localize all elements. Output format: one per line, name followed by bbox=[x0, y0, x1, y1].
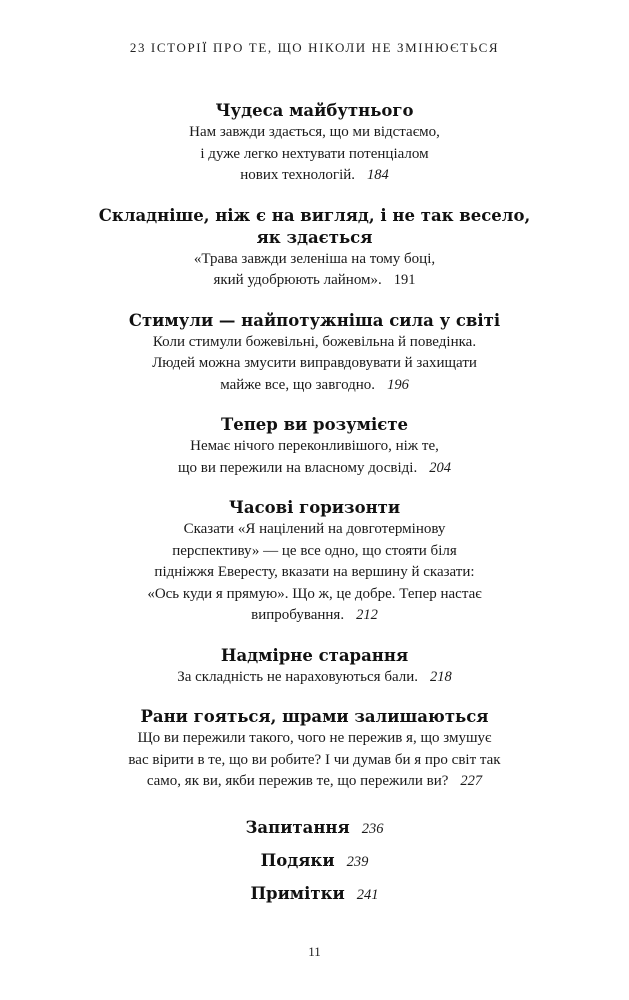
toc-entry[interactable] bbox=[0, 100, 629, 187]
back-matter-title: Подяки bbox=[260, 851, 335, 870]
entry-description bbox=[0, 436, 629, 479]
entry-desc-line: Сказати «Я націлений на довготермінову bbox=[183, 521, 446, 537]
entry-description bbox=[0, 728, 629, 793]
entry-desc-line: За складність не нараховуються бали. bbox=[177, 668, 419, 685]
back-matter-item-notes[interactable] bbox=[0, 878, 629, 911]
entry-desc-line: випробування. bbox=[251, 607, 345, 623]
toc-entry[interactable] bbox=[0, 645, 629, 689]
entry-title bbox=[0, 497, 629, 519]
page-number: 184 bbox=[367, 167, 389, 183]
entry-desc-line: само, як ви, якби пережив те, що пережили ви? bbox=[146, 773, 449, 789]
back-matter-item-questions[interactable] bbox=[0, 812, 629, 845]
entry-title-line: Рани гояться, шрами залишаються bbox=[140, 707, 489, 726]
entry-desc-line: майже все, що завгодно. bbox=[220, 376, 376, 393]
entry-desc-line: нових технологій. bbox=[240, 167, 356, 183]
entry-title bbox=[0, 706, 629, 728]
running-head: 23 ІСТОРІЇ ПРО ТЕ, ЩО НІКОЛИ НЕ ЗМІНЮЄТЬСЯ bbox=[129, 40, 500, 55]
table-of-contents bbox=[0, 100, 629, 811]
entry-desc-line: перспективу» — це все одно, що стояти біля bbox=[172, 542, 457, 559]
entry-title-line: Часові горизонти bbox=[228, 498, 401, 517]
entry-title bbox=[0, 414, 629, 436]
toc-entry[interactable] bbox=[0, 706, 629, 793]
entry-title bbox=[0, 645, 629, 667]
entry-title bbox=[0, 100, 629, 122]
folio-page-number: 11 bbox=[308, 944, 321, 959]
page-number: 218 bbox=[430, 668, 452, 685]
page-number: 241 bbox=[356, 887, 379, 903]
back-matter bbox=[0, 812, 629, 911]
entry-desc-line: Немає нічого переконливішого, ніж те, bbox=[190, 438, 439, 454]
entry-title bbox=[0, 205, 629, 249]
entry-description bbox=[0, 667, 629, 689]
toc-entry[interactable] bbox=[0, 205, 629, 292]
entry-title-line: як здається bbox=[256, 227, 373, 247]
entry-description bbox=[0, 332, 629, 397]
toc-entry[interactable] bbox=[0, 414, 629, 479]
entry-desc-line: Нам завжди здається, що ми відстаємо, bbox=[189, 124, 440, 140]
entry-description bbox=[0, 249, 629, 292]
back-matter-item-acknowledgements[interactable] bbox=[0, 845, 629, 878]
entry-desc-line: Що ви пережили такого, чого не пережив я, що змушує bbox=[137, 730, 492, 746]
page-number: 196 bbox=[387, 376, 409, 393]
entry-desc-line: Людей можна змусити виправдовувати й захищати bbox=[152, 355, 477, 371]
page-number: 236 bbox=[361, 821, 384, 837]
entry-desc-line: «Трава завжди зеленіша на тому боці, bbox=[193, 250, 436, 267]
page-number: 239 bbox=[346, 854, 369, 870]
entry-desc-line: «Ось куди я прямую». Що ж, це добре. Тепер настає bbox=[147, 585, 482, 602]
back-matter-title: Примітки bbox=[250, 884, 345, 903]
entry-desc-line: вас вірити в те, що ви робите? І чи думав би я про світ так bbox=[128, 751, 501, 768]
page-number: 227 bbox=[460, 773, 483, 789]
entry-title-line: Складніше, ніж є на вигляд, і не так весело, bbox=[98, 205, 531, 225]
entry-desc-line: який удобрюють лайном». bbox=[213, 272, 382, 288]
page-number: 204 bbox=[429, 459, 451, 476]
entry-title-line: Стимули — найпотужніша сила у світі bbox=[128, 310, 501, 330]
page-number: 212 bbox=[356, 607, 378, 623]
entry-title-line: Чудеса майбутнього bbox=[215, 101, 414, 120]
entry-title-line: Тепер ви розумієте bbox=[220, 415, 409, 434]
toc-entry[interactable] bbox=[0, 310, 629, 397]
entry-desc-line: що ви пережили на власному досвіді. bbox=[178, 459, 418, 476]
page-number: 191 bbox=[393, 272, 416, 288]
entry-desc-line: Коли стимули божевільні, божевільна й поведінка. bbox=[152, 333, 477, 350]
entry-description bbox=[0, 122, 629, 187]
toc-entry[interactable] bbox=[0, 497, 629, 627]
entry-title bbox=[0, 310, 629, 332]
entry-desc-line: підніжжя Евересту, вказати на вершину й сказати: bbox=[154, 564, 475, 580]
entry-title-line: Надмірне старання bbox=[220, 645, 409, 665]
back-matter-title: Запитання bbox=[245, 818, 350, 837]
entry-desc-line: і дуже легко нехтувати потенціалом bbox=[200, 145, 429, 162]
entry-description bbox=[0, 519, 629, 627]
